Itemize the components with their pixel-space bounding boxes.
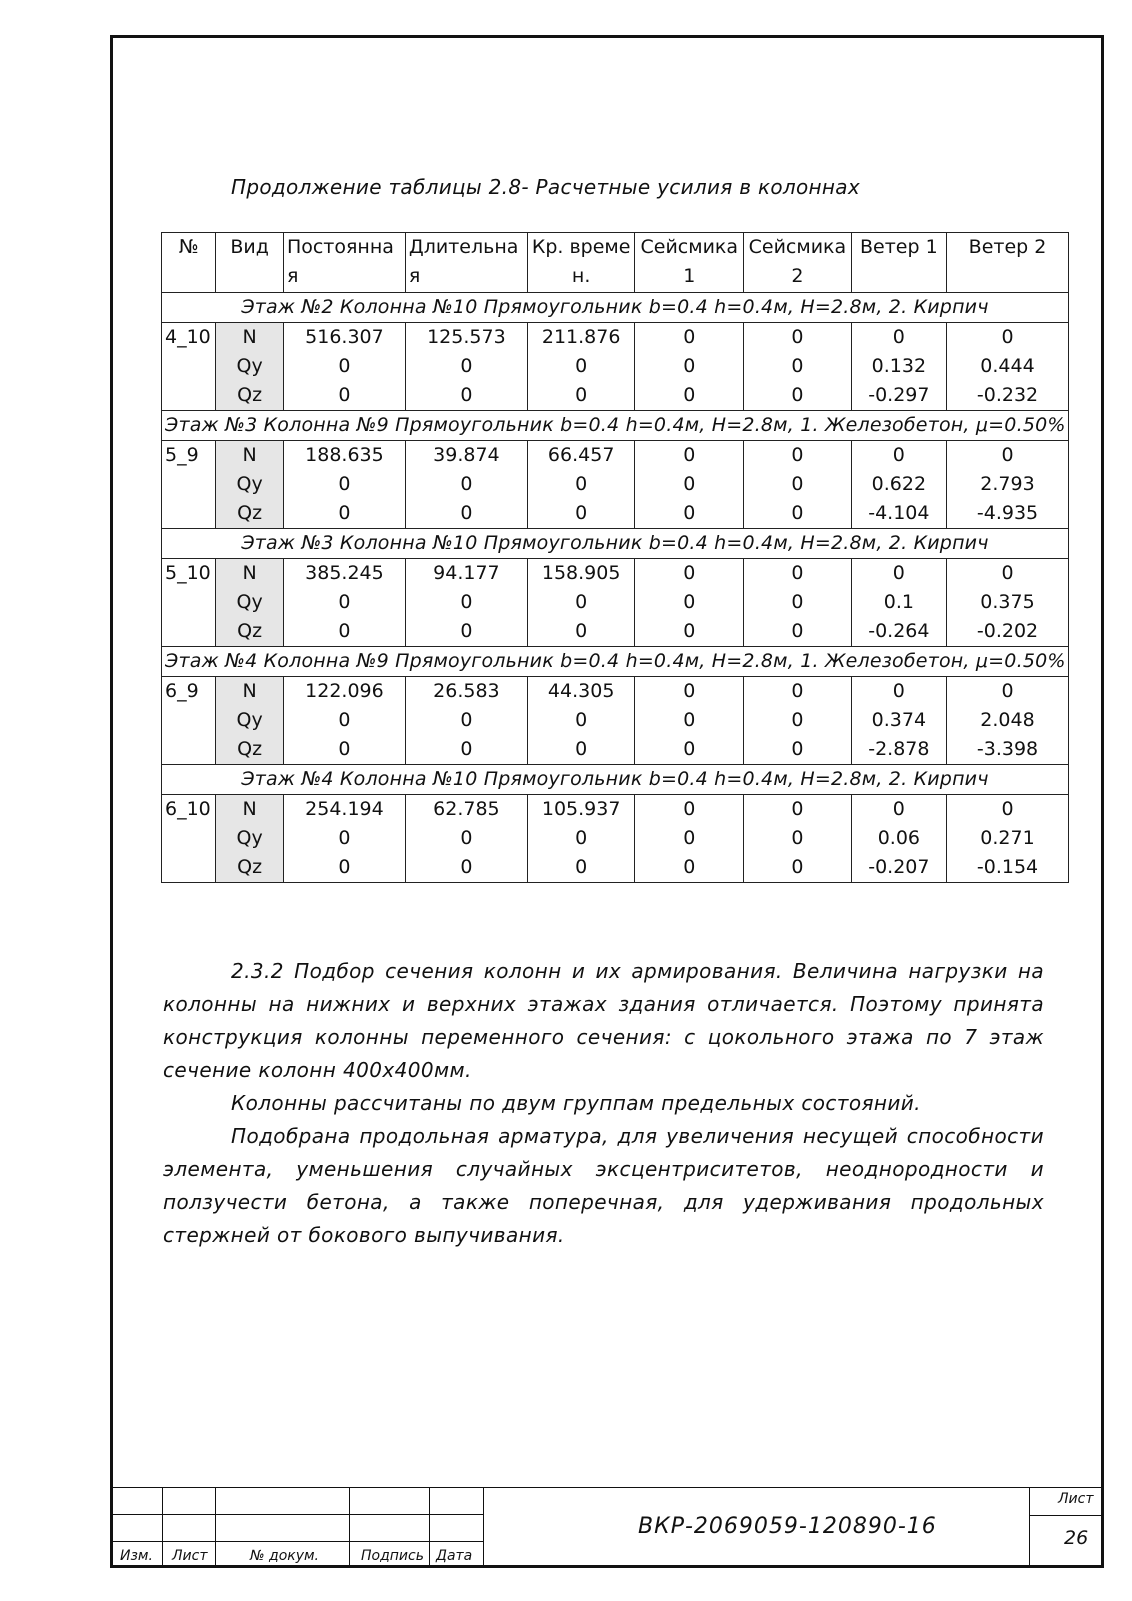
table-cell: 44.305 [527, 677, 635, 707]
body-text [163, 955, 1044, 1252]
table-cell: 2.793 [947, 470, 1069, 499]
table-cell: 0 [283, 499, 405, 529]
table-cell: 0 [405, 706, 527, 735]
header-long-term: Длительная [405, 233, 527, 293]
table-row [162, 735, 1069, 765]
table-cell: 0 [851, 677, 946, 707]
table-cell: 0 [635, 381, 744, 411]
stamp-label-doc-number: № докум. [250, 1548, 320, 1564]
force-type: Qz [216, 499, 284, 529]
table-cell: 0 [635, 588, 744, 617]
element-id: 4_10 [162, 323, 216, 411]
table-cell: 0 [527, 470, 635, 499]
floor-title-row [162, 529, 1069, 559]
table-cell: 94.177 [405, 559, 527, 589]
force-type: N [216, 677, 284, 707]
header-permanent: Постоянная [283, 233, 405, 293]
table-cell: 254.194 [283, 795, 405, 825]
force-type: Qy [216, 470, 284, 499]
element-id: 5_10 [162, 559, 216, 647]
table-cell: 0 [635, 617, 744, 647]
stamp-label-date: Дата [436, 1548, 473, 1564]
table-cell: 0 [635, 795, 744, 825]
table-cell: 0 [744, 735, 852, 765]
header-seismic-1: Сейсмика 1 [635, 233, 744, 293]
table-cell: 66.457 [527, 441, 635, 471]
table-cell: 0 [283, 381, 405, 411]
force-type: Qy [216, 588, 284, 617]
table-cell: 0 [744, 853, 852, 883]
table-cell: -0.232 [947, 381, 1069, 411]
table-cell: 0 [744, 499, 852, 529]
table-cell: 0 [635, 499, 744, 529]
table-cell: 0 [851, 323, 946, 353]
table-row [162, 441, 1069, 471]
table-cell: 0 [947, 677, 1069, 707]
table-cell: 516.307 [283, 323, 405, 353]
document-code: ВКР-2069059-120890-16 [638, 1514, 937, 1539]
table-cell: 0 [635, 470, 744, 499]
floor-title-row [162, 647, 1069, 677]
table-row [162, 588, 1069, 617]
table-cell: 39.874 [405, 441, 527, 471]
table-cell: 0 [405, 352, 527, 381]
table-row [162, 677, 1069, 707]
table-cell: 385.245 [283, 559, 405, 589]
force-type: N [216, 795, 284, 825]
table-cell: 0 [744, 617, 852, 647]
stamp-label-change: Изм. [120, 1548, 153, 1564]
table-cell: -3.398 [947, 735, 1069, 765]
table-cell: 0.622 [851, 470, 946, 499]
header-type: Вид [216, 233, 284, 293]
table-cell: 125.573 [405, 323, 527, 353]
floor-title-row [162, 293, 1069, 323]
force-type: N [216, 441, 284, 471]
table-cell: 0 [405, 499, 527, 529]
table-cell: 0 [635, 706, 744, 735]
table-cell: -0.207 [851, 853, 946, 883]
table-cell: 0 [527, 853, 635, 883]
table-cell: 0 [527, 617, 635, 647]
paragraph: 2.3.2 Подбор сечения колонн и их армирования. Величина нагрузки на колонны на нижних и верхних этажах здания отличается. Поэтому принята конструкция колонны переменного сечения: с цокольного этажа по 7 этаж сечение колонн 400х400мм. [163, 959, 1044, 1082]
table-cell: 62.785 [405, 795, 527, 825]
table-row [162, 499, 1069, 529]
table-row [162, 470, 1069, 499]
table-row [162, 381, 1069, 411]
table-cell: 0 [635, 735, 744, 765]
floor-title: Этаж №2 Колонна №10 Прямоугольник b=0.4 h=0.4м, H=2.8м, 2. Кирпич [162, 293, 1069, 323]
table-cell: 0 [635, 559, 744, 589]
floor-title: Этаж №4 Колонна №10 Прямоугольник b=0.4 h=0.4м, H=2.8м, 2. Кирпич [162, 765, 1069, 795]
table-cell: 0.375 [947, 588, 1069, 617]
table-row [162, 853, 1069, 883]
table-cell: 0 [744, 706, 852, 735]
table-cell: 188.635 [283, 441, 405, 471]
title-block [110, 1487, 1104, 1568]
table-cell: 0 [283, 706, 405, 735]
table-cell: 0 [744, 470, 852, 499]
table-cell: 0 [405, 588, 527, 617]
table-cell: 0 [405, 853, 527, 883]
header-wind-1: Ветер 1 [851, 233, 946, 293]
table-row [162, 323, 1069, 353]
force-type: Qy [216, 706, 284, 735]
table-cell: 0 [405, 824, 527, 853]
table-row [162, 795, 1069, 825]
table-cell: 158.905 [527, 559, 635, 589]
table-cell: 122.096 [283, 677, 405, 707]
table-cell: -2.878 [851, 735, 946, 765]
table-cell: 0 [947, 323, 1069, 353]
table-cell: 0.06 [851, 824, 946, 853]
table-cell: 0 [851, 795, 946, 825]
table-cell: 0.374 [851, 706, 946, 735]
header-wind-2: Ветер 2 [947, 233, 1069, 293]
paragraph: Колонны рассчитаны по двум группам предельных состояний. [231, 1091, 921, 1115]
table-cell: 0 [947, 795, 1069, 825]
table-cell: 0 [405, 381, 527, 411]
element-id: 6_9 [162, 677, 216, 765]
forces-table [161, 232, 1069, 883]
table-cell: 0 [744, 795, 852, 825]
stamp-label-sheet: Лист [172, 1548, 208, 1564]
table-row [162, 352, 1069, 381]
table-cell: 0 [527, 824, 635, 853]
table-cell: 0 [283, 352, 405, 381]
force-type: Qy [216, 824, 284, 853]
table-cell: 0 [405, 470, 527, 499]
force-type: Qy [216, 352, 284, 381]
table-row [162, 559, 1069, 589]
force-type: Qz [216, 381, 284, 411]
table-cell: 0 [283, 588, 405, 617]
table-cell: 0 [527, 588, 635, 617]
table-cell: 0 [744, 441, 852, 471]
table-cell: 0 [744, 677, 852, 707]
table-cell: 0 [851, 441, 946, 471]
table-cell: 0 [283, 824, 405, 853]
table-cell: 0 [635, 824, 744, 853]
stamp-label-signature: Подпись [361, 1548, 424, 1564]
table-cell: 0 [527, 499, 635, 529]
table-cell: 0 [283, 853, 405, 883]
force-type: N [216, 323, 284, 353]
sheet-number: 26 [1064, 1527, 1089, 1549]
table-cell: 0 [283, 470, 405, 499]
table-row [162, 617, 1069, 647]
table-cell: -0.297 [851, 381, 946, 411]
table-cell: 0.271 [947, 824, 1069, 853]
table-cell: 0.1 [851, 588, 946, 617]
force-type: Qz [216, 617, 284, 647]
table-cell: 0 [635, 677, 744, 707]
table-cell: 26.583 [405, 677, 527, 707]
floor-title: Этаж №3 Колонна №10 Прямоугольник b=0.4 h=0.4м, H=2.8м, 2. Кирпич [162, 529, 1069, 559]
table-row [162, 824, 1069, 853]
sheet-label: Лист [1058, 1491, 1094, 1507]
force-type: N [216, 559, 284, 589]
force-type: Qz [216, 853, 284, 883]
table-cell: 0 [744, 352, 852, 381]
table-cell: 0 [527, 352, 635, 381]
table-cell: 0 [947, 559, 1069, 589]
table-cell: -0.202 [947, 617, 1069, 647]
table-cell: 0 [744, 824, 852, 853]
table-cell: 0 [635, 323, 744, 353]
element-id: 5_9 [162, 441, 216, 529]
header-seismic-2: Сейсмика 2 [744, 233, 852, 293]
table-cell: 0 [527, 706, 635, 735]
floor-title-row [162, 411, 1069, 441]
floor-title: Этаж №4 Колонна №9 Прямоугольник b=0.4 h=0.4м, H=2.8м, 1. Железобетон, μ=0.50% [162, 647, 1069, 677]
table-cell: 0 [744, 323, 852, 353]
table-cell: 0 [635, 441, 744, 471]
table-cell: -0.154 [947, 853, 1069, 883]
table-cell: 0 [947, 441, 1069, 471]
table-cell: 0 [283, 617, 405, 647]
header-num: № [162, 233, 216, 293]
table-cell: -4.104 [851, 499, 946, 529]
table-cell: 0 [851, 559, 946, 589]
table-row [162, 706, 1069, 735]
table-cell: 0 [635, 352, 744, 381]
table-cell: 0 [635, 853, 744, 883]
table-cell: 0 [744, 559, 852, 589]
header-short-term: Кр. времен. [527, 233, 635, 293]
force-type: Qz [216, 735, 284, 765]
table-cell: 0 [527, 381, 635, 411]
table-cell: -4.935 [947, 499, 1069, 529]
paragraph: Подобрана продольная арматура, для увеличения несущей способности элемента, уменьшения случайных эксцентриситетов, неоднородности и ползучести бетона, а также поперечная, для удерживания продольных стержней от бокового выпучивания. [163, 1124, 1044, 1247]
element-id: 6_10 [162, 795, 216, 883]
table-cell: 0 [744, 381, 852, 411]
table-cell: 0 [744, 588, 852, 617]
table-cell: -0.264 [851, 617, 946, 647]
table-header-row [162, 233, 1069, 293]
table-cell: 0 [405, 617, 527, 647]
table-cell: 0 [527, 735, 635, 765]
table-caption: Продолжение таблицы 2.8- Расчетные усилия в колоннах [231, 175, 860, 199]
table-cell: 0.132 [851, 352, 946, 381]
table-cell: 0 [283, 735, 405, 765]
table-cell: 0 [405, 735, 527, 765]
floor-title-row [162, 765, 1069, 795]
table-cell: 105.937 [527, 795, 635, 825]
table-cell: 0.444 [947, 352, 1069, 381]
table-cell: 2.048 [947, 706, 1069, 735]
floor-title: Этаж №3 Колонна №9 Прямоугольник b=0.4 h=0.4м, H=2.8м, 1. Железобетон, μ=0.50% [162, 411, 1069, 441]
table-cell: 211.876 [527, 323, 635, 353]
